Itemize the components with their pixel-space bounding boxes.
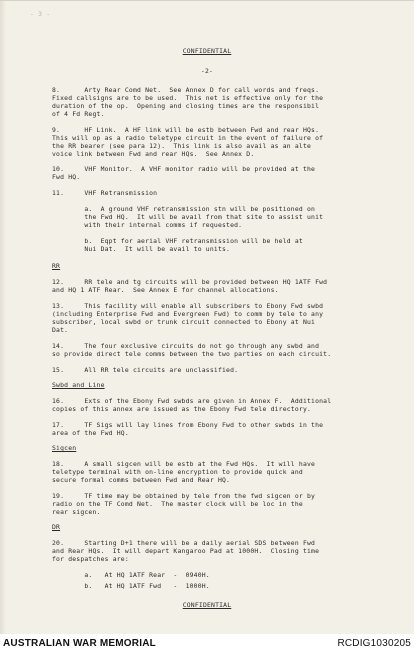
para-9-line-4: voice link between Fwd and rear HQs. See Annex D. [52,150,255,158]
para-17-line-1: 17. TF Sigs will lay lines from Ebony Fwd to other swbds in the [52,421,324,429]
para-16-line-1: 16. Exts of the Ebony Fwd swbds are given in Annex F. Additional [52,397,332,405]
para-9-line-2: This will op as a radio teletype circuit in the event of failure of [52,134,324,142]
para-20-line-1: 20. Starting D+1 there will be a daily aerial SDS between Fwd [52,539,316,547]
para-10-line-2: Fwd HQ. [52,173,81,181]
para-11b-line-2: Nui Dat. It will be avail to units. [52,245,231,253]
section-heading-swbd-line: Swbd and Line [52,381,105,389]
para-19-line-2: radio on the TF Comd Net. The master clock will be loc in the [52,500,303,508]
para-14-line-1: 14. The four exclusive circuits do not go through any swbd and [52,342,320,350]
para-11a-line-1: a. A ground VHF retransmission stn will be positioned on [52,205,316,213]
para-20-line-3: for despatches are: [52,555,129,563]
para-11b-line-1: b. Eqpt for aerial VHF retransmission will be held at [52,237,303,245]
para-18-line-3: secure formal comms between Fwd and Rear HQ. [52,476,231,484]
page-number: -2- [200,67,214,75]
para-14-line-2: so provide direct tele comms between the two parties on each circuit. [52,350,332,358]
para-19-line-3: rear sigcen. [52,508,101,516]
para-13-line-1: 13. This facility will enable all subscribers to Ebony Fwd swbd [52,302,324,310]
para-18-line-1: 18. A small sigcen will be estb at the Fwd HQs. It will have [52,460,316,468]
para-12-line-1: 12. RR tele and tg circuits will be provided between HQ 1ATF Fwd [52,278,328,286]
para-20b-line: b. At HQ 1ATF Fwd - 1000H. [52,582,210,590]
para-9-line-3: the RR bearer (see para 12). This link is also avail as an alte [52,142,312,150]
para-8-line-1: 8. Arty Rear Comd Net. See Annex D for call words and freqs. [52,86,320,94]
para-17-line-2: area of the Fwd HQ. [52,429,129,437]
page-top-edge [0,0,414,1]
section-heading-sigcen: Sigcen [52,444,77,452]
para-9-line-1: 9. HF Link. A HF link will be estb between Fwd and rear HQs. [52,126,320,134]
para-20-line-2: and Rear HQs. It will depart Kangaroo Pad at 1000H. Closing time [52,547,320,555]
archive-credit-bar [0,634,414,653]
classification-header: CONFIDENTIAL [182,47,232,55]
para-19-line-1: 19. TF time may be obtained by tele from the fwd sigcen or by [52,492,316,500]
para-8-line-2: Fixed callsigns are to be used. This net is effective only for the [52,94,324,102]
para-16-line-2: copies of this annex are issued as the Ebony Fwd tele directory. [52,405,312,413]
para-13-line-2: (including Enterprise Fwd and Evergreen Fwd) to comm by tele to any [52,310,324,318]
para-18-line-2: teletype terminal with on-line encryption to provide quick and [52,468,303,476]
section-heading-dr: DR [52,523,61,531]
classification-footer: CONFIDENTIAL [182,601,232,609]
para-13-line-4: Dat. [52,326,69,334]
para-20a-line: a. At HQ 1ATF Rear - 0940H. [52,571,210,579]
para-11a-line-3: with their internal comms if requested. [52,221,243,229]
archive-credit-right: RCDIG1030205 [337,638,411,649]
para-11a-line-2: the Fwd HQ. It will be avail from that site to assist unit [52,213,324,221]
para-15-line-1: 15. All RR tele circuits are unclassified. [52,366,239,374]
para-13-line-3: subscriber, local swbd or trunk circuit connected to Ebony at Nui [52,318,316,326]
para-11-heading: 11. VHF Retransmission [52,189,158,197]
corner-mark: - 3 - [30,10,51,18]
para-12-line-2: and HQ 1 ATF Rear. See Annex E for channel allocations. [52,286,279,294]
para-8-line-4: of 4 Fd Regt. [52,110,105,118]
section-heading-rr: RR [52,262,61,270]
para-10-line-1: 10. VHF Monitor. A VHF monitor radio will be provided at the [52,165,316,173]
archive-credit-left: AUSTRALIAN WAR MEMORIAL [3,638,156,649]
page-edge-shadow [0,0,6,634]
para-8-line-3: duration of the op. Opening and closing times are the responsibil [52,102,320,110]
